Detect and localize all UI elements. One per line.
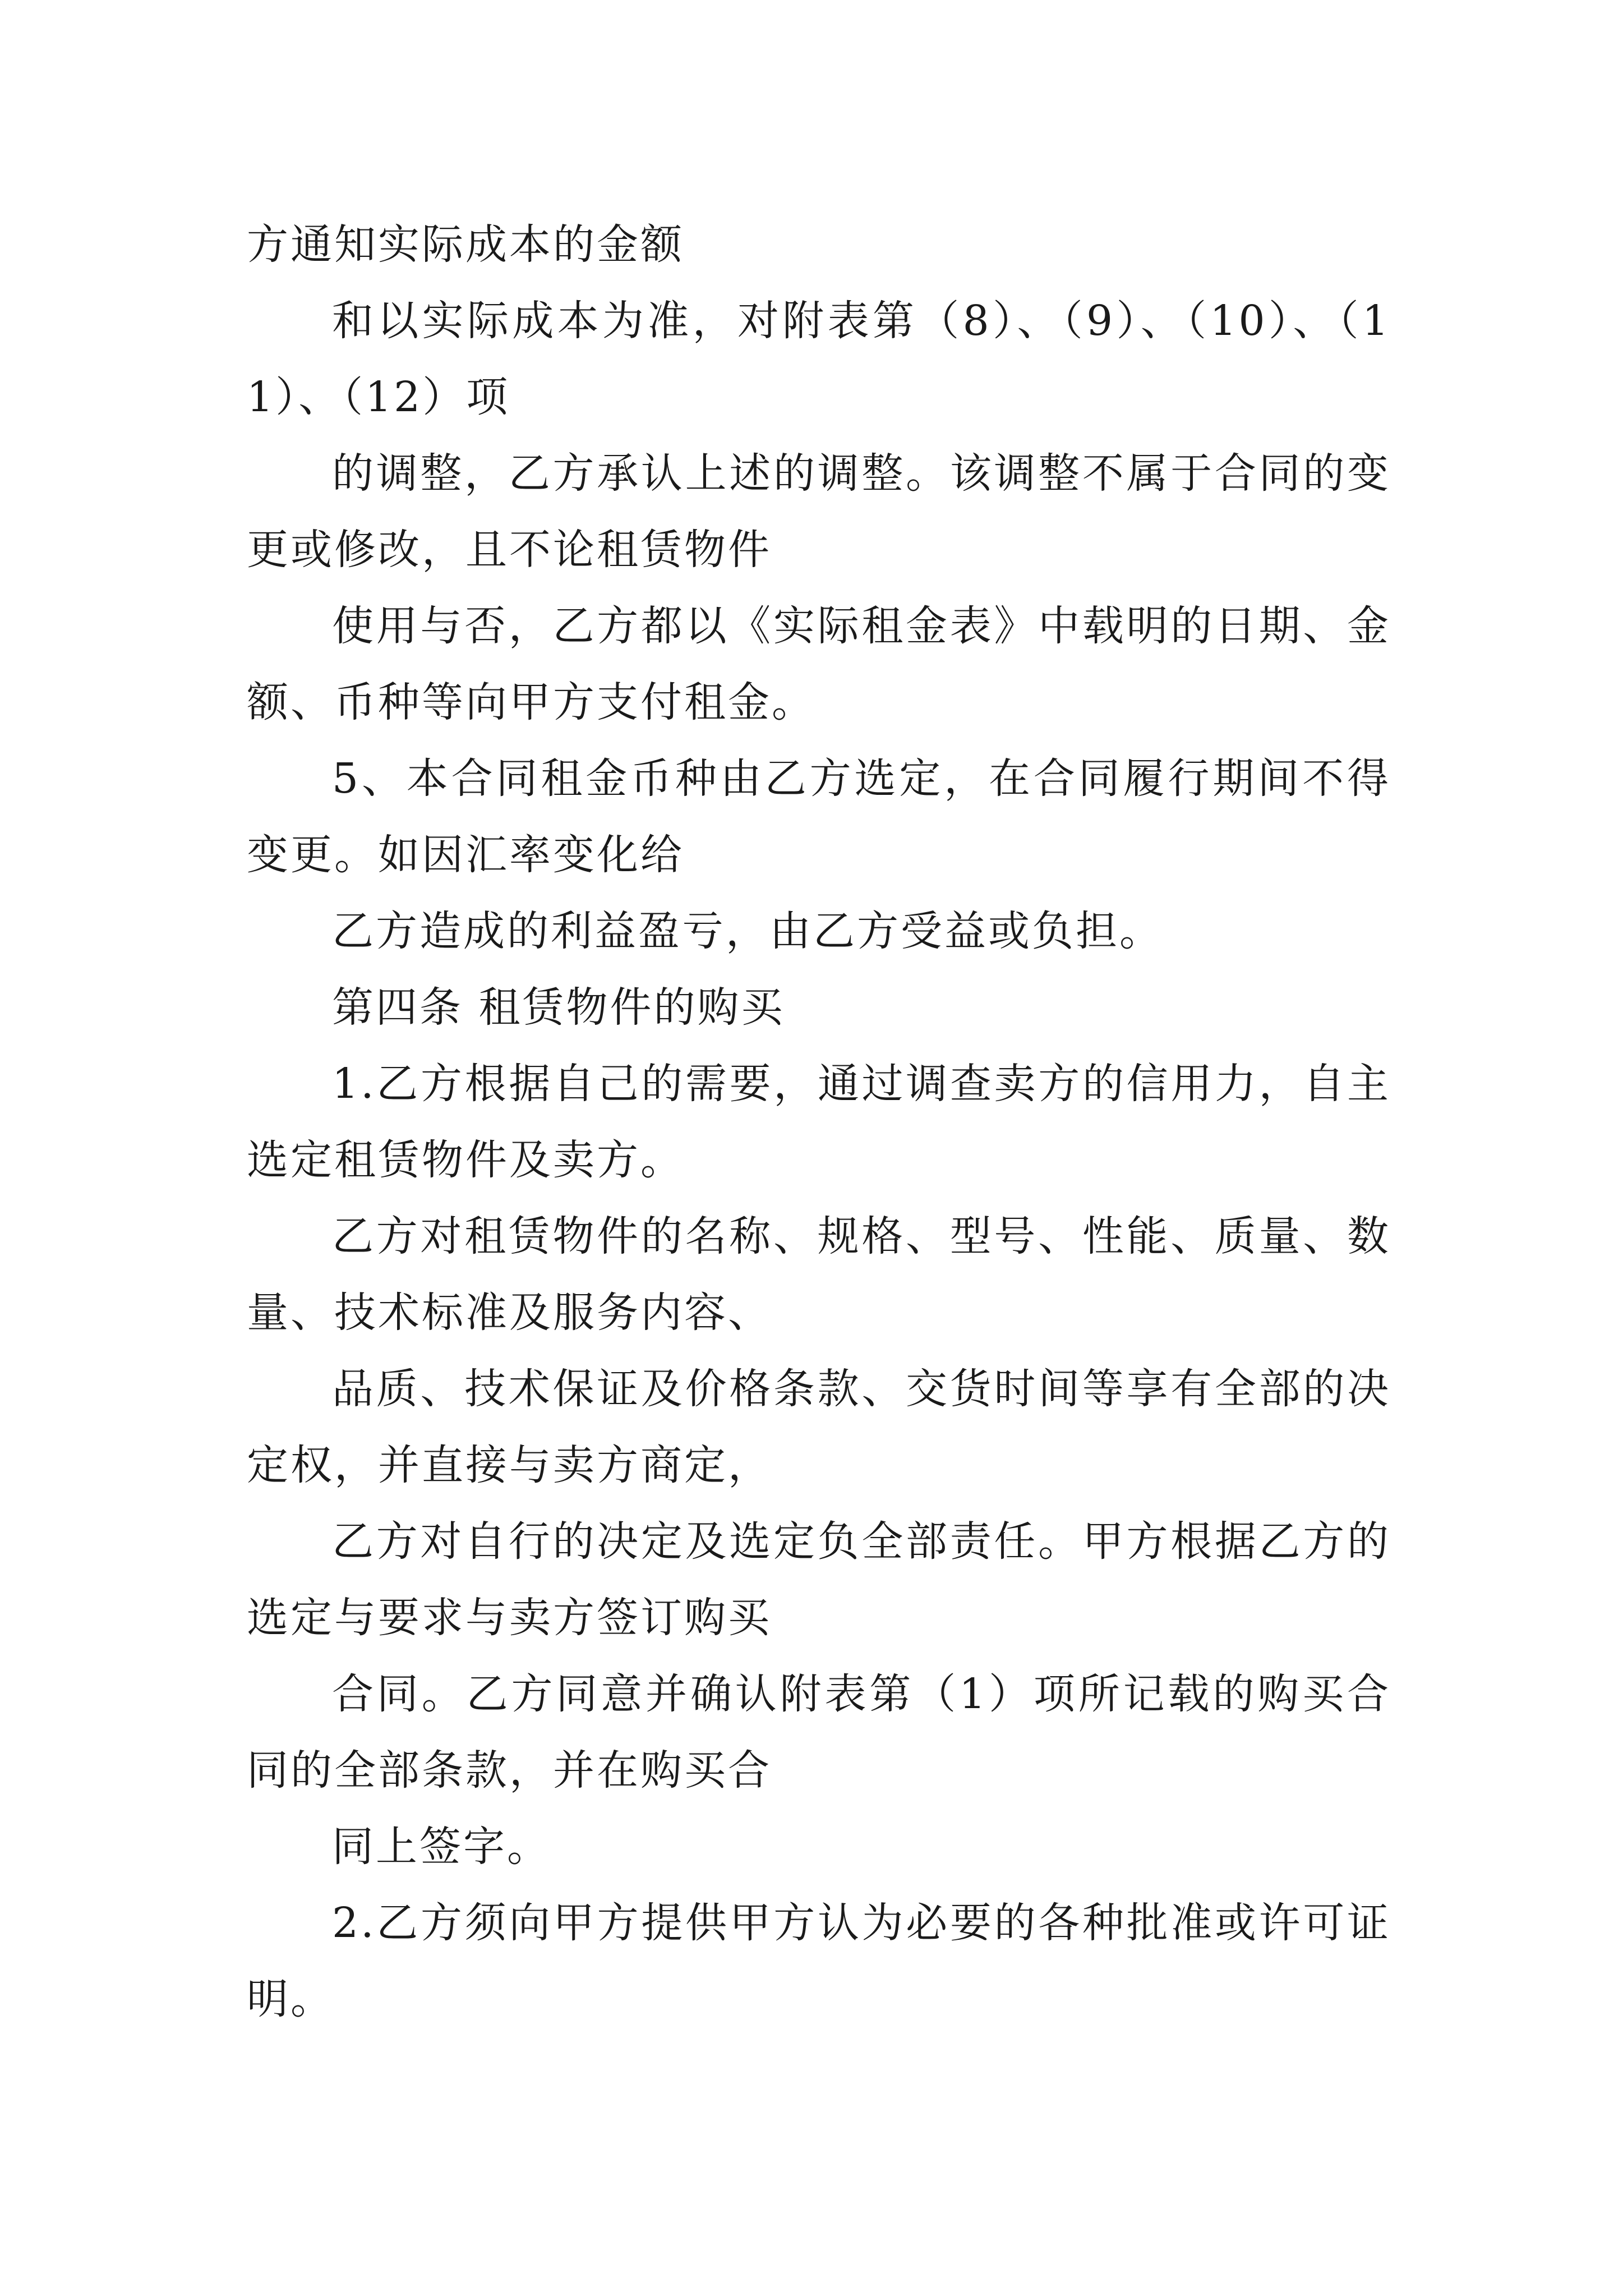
paragraph: 的调整，乙方承认上述的调整。该调整不属于合同的变更或修改，且不论租赁物件 bbox=[247, 449, 1391, 574]
paragraph: 乙方对自行的决定及选定负全部责任。甲方根据乙方的选定与要求与卖方签订购买 bbox=[247, 1517, 1391, 1642]
paragraph: 方通知实际成本的金额 bbox=[247, 220, 684, 269]
paragraph: 1.乙方根据自己的需要，通过调查卖方的信用力，自主选定租赁物件及卖方。 bbox=[247, 1060, 1391, 1184]
paragraph: 5、本合同租金币种由乙方选定，在合同履行期间不得变更。如因汇率变化给 bbox=[247, 754, 1391, 879]
section-heading: 第四条 租赁物件的购买 bbox=[332, 983, 785, 1032]
paragraph: 乙方造成的利益盈亏，由乙方受益或负担。 bbox=[332, 907, 1163, 955]
paragraph: 2.乙方须向甲方提供甲方认为必要的各种批准或许可证明。 bbox=[247, 1899, 1391, 2023]
paragraph: 和以实际成本为准，对附表第（8）、（9）、（10）、（11）、（12）项 bbox=[247, 297, 1391, 421]
paragraph: 品质、技术保证及价格条款、交货时间等享有全部的决定权，并直接与卖方商定， bbox=[247, 1365, 1391, 1489]
paragraph: 同上签字。 bbox=[332, 1823, 551, 1871]
document-body bbox=[247, 206, 1391, 2037]
paragraph: 乙方对租赁物件的名称、规格、型号、性能、质量、数量、技术标准及服务内容、 bbox=[247, 1212, 1391, 1337]
paragraph: 合同。乙方同意并确认附表第（1）项所记载的购买合同的全部条款，并在购买合 bbox=[247, 1670, 1391, 1795]
paragraph: 使用与否，乙方都以《实际租金表》中载明的日期、金额、币种等向甲方支付租金。 bbox=[247, 602, 1391, 726]
